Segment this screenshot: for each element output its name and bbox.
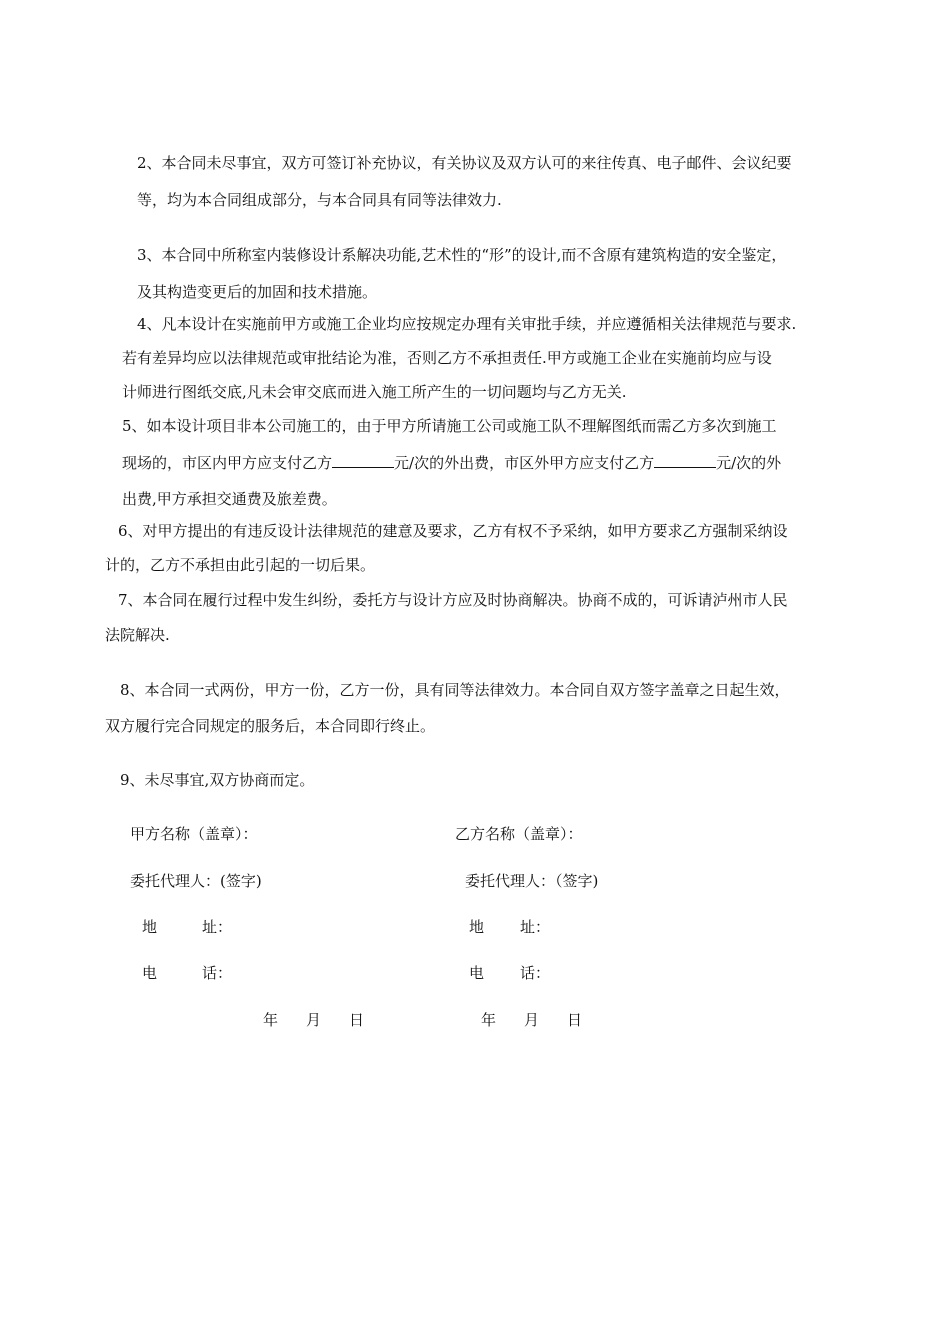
clause-4-line-1: 4、凡本设计在实施前甲方或施工企业均应按规定办理有关审批手续，并应遵循相关法律规范与要求.	[137, 315, 797, 333]
party-a-month-label: 月	[306, 1011, 322, 1029]
clause-5-text-b: 元/次的外出费，市区外甲方应支付乙方	[394, 454, 655, 472]
fee-city-blank[interactable]	[332, 453, 394, 468]
party-a-agent-label: 委托代理人：(签字)	[130, 872, 262, 890]
clause-7-line-2: 法院解决.	[105, 626, 170, 644]
clause-2-line-2: 等，均为本合同组成部分，与本合同具有同等法律效力.	[137, 191, 502, 209]
party-b-phone-char-1: 电	[469, 964, 485, 982]
party-b-month-label: 月	[524, 1011, 540, 1029]
clause-6-line-2: 计的，乙方不承担由此引起的一切后果。	[105, 556, 376, 574]
clause-5-text-c: 元/次的外	[716, 454, 782, 472]
party-b-address-label	[469, 917, 550, 937]
clause-4-line-3: 计师进行图纸交底,凡未会审交底而进入施工所产生的一切问题均与乙方无关.	[122, 383, 627, 401]
clause-7-line-1: 7、本合同在履行过程中发生纠纷，委托方与设计方应及时协商解决。协商不成的，可诉请泸州市人民	[118, 591, 788, 609]
party-a-day-label: 日	[349, 1011, 365, 1029]
clause-5-line-1: 5、如本设计项目非本公司施工的，由于甲方所请施工公司或施工队不理解图纸而需乙方多次到施工	[122, 417, 777, 435]
party-a-address-label	[142, 917, 232, 937]
party-b-agent-label: 委托代理人：（签字)	[465, 872, 599, 890]
party-a-phone-char-2: 话：	[202, 964, 233, 982]
party-a-name-label: 甲方名称（盖章）：	[130, 825, 258, 843]
party-b-address-char-2: 址：	[520, 918, 551, 936]
clause-8-line-2: 双方履行完合同规定的服务后，本合同即行终止。	[105, 717, 436, 735]
party-b-year-label: 年	[481, 1011, 497, 1029]
clause-5-text-a: 现场的，市区内甲方应支付乙方	[122, 454, 333, 472]
clause-8-line-1: 8、本合同一式两份，甲方一份，乙方一份，具有同等法律效力。本合同自双方签字盖章之日起生效，	[120, 681, 790, 699]
clause-2-line-1: 2、本合同未尽事宜，双方可签订补充协议，有关协议及双方认可的来往传真、电子邮件、会议纪要	[137, 154, 792, 172]
party-b-phone-char-2: 话：	[520, 964, 551, 982]
clause-6-line-1: 6、对甲方提出的有违反设计法律规范的建意及要求，乙方有权不予采纳，如甲方要求乙方强制采纳设	[118, 522, 788, 540]
clause-3-line-1: 3、本合同中所称室内装修设计系解决功能,艺术性的“形”的设计,而不含原有建筑构造的安全鉴定，	[137, 246, 787, 264]
clause-5-line-2	[122, 453, 781, 473]
clause-9-line-1: 9、未尽事宜,双方协商而定。	[120, 771, 315, 789]
party-a-address-char-1: 地	[142, 918, 158, 936]
party-b-address-char-1: 地	[469, 918, 485, 936]
party-a-phone-label	[142, 963, 232, 983]
party-b-name-label: 乙方名称（盖章）：	[455, 825, 583, 843]
party-a-year-label: 年	[263, 1011, 279, 1029]
fee-outside-blank[interactable]	[654, 453, 716, 468]
party-b-date	[481, 1010, 582, 1030]
party-a-address-char-2: 址：	[202, 918, 233, 936]
party-a-date	[263, 1010, 364, 1030]
clause-5-line-3: 出费,甲方承担交通费及旅差费。	[122, 490, 337, 508]
party-b-phone-label	[469, 963, 550, 983]
party-a-phone-char-1: 电	[142, 964, 158, 982]
clause-4-line-2: 若有差异均应以法律规范或审批结论为准，否则乙方不承担责任.甲方或施工企业在实施前均应与设	[122, 349, 772, 367]
clause-3-line-2: 及其构造变更后的加固和技术措施。	[137, 283, 378, 301]
party-b-day-label: 日	[567, 1011, 583, 1029]
